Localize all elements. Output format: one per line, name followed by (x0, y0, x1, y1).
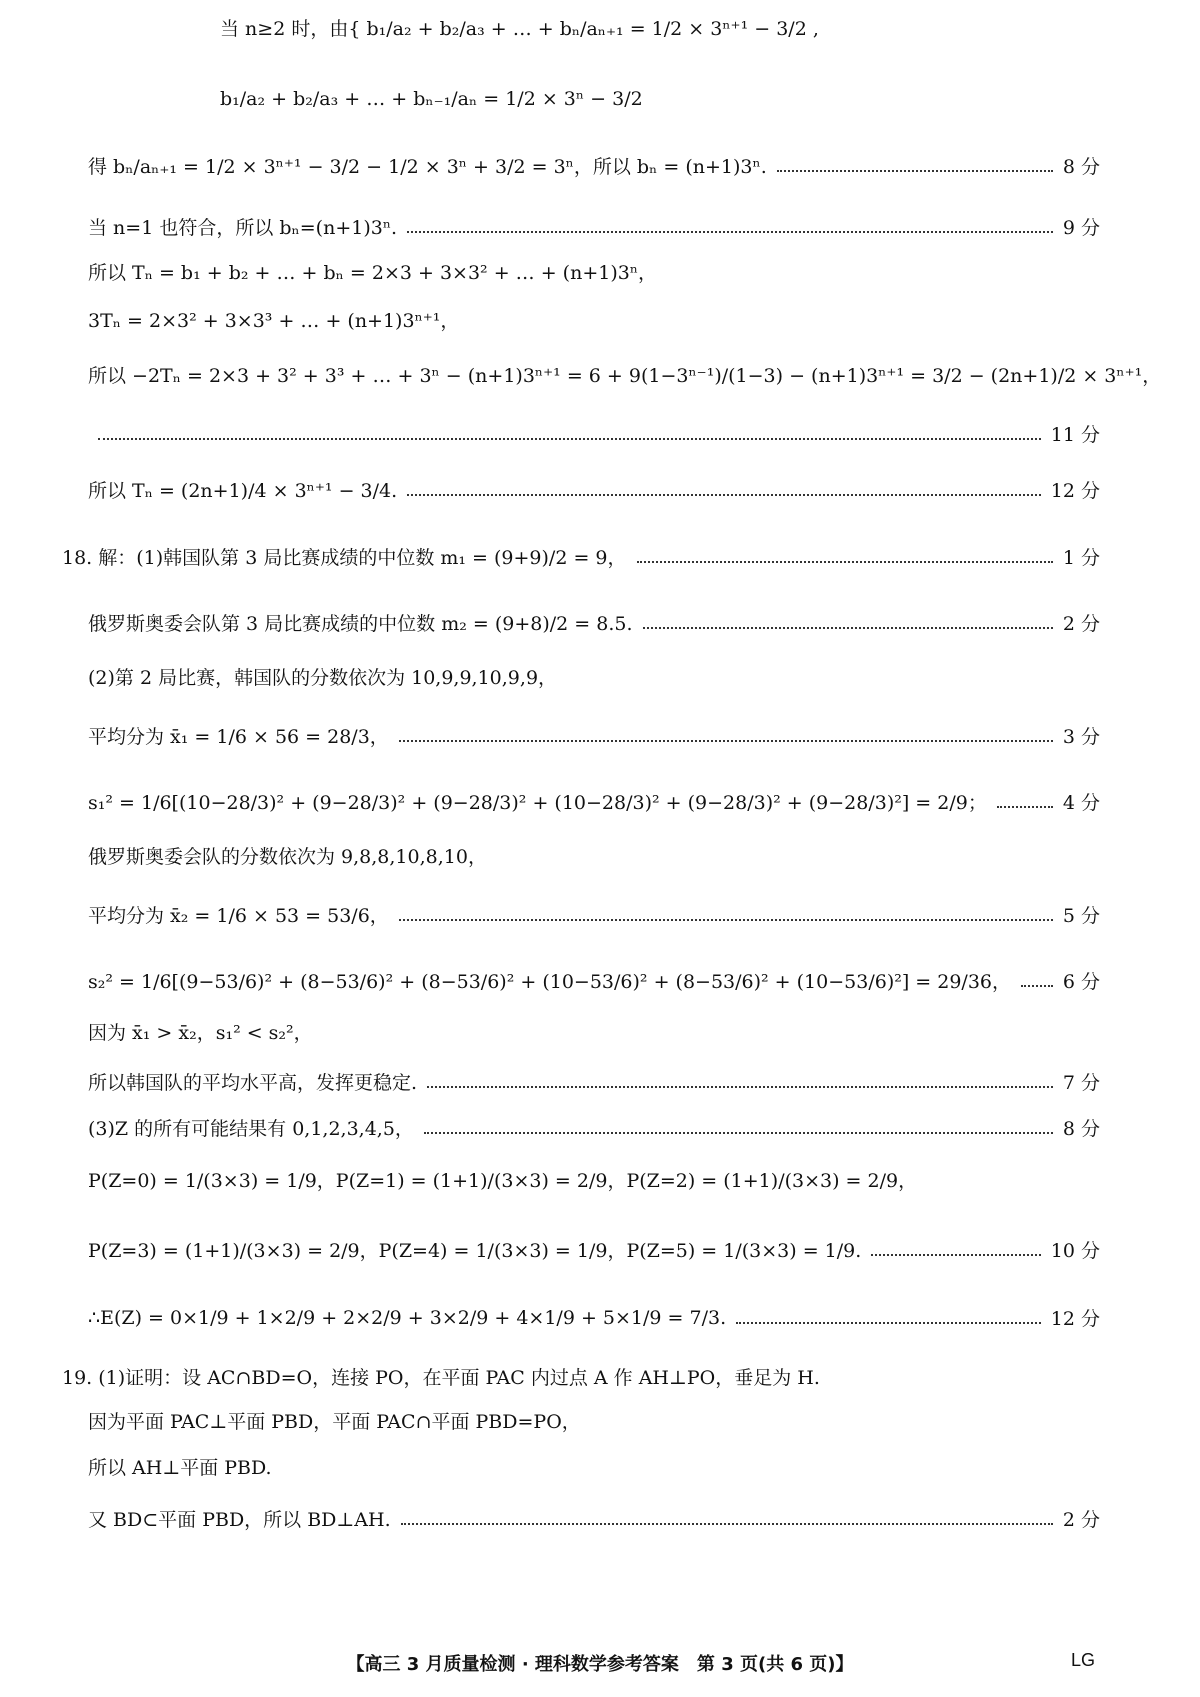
leader-dots (424, 1132, 1053, 1134)
score-points: 10 分 (1050, 1240, 1100, 1262)
solution-line: 所以 AH⊥平面 PBD. (88, 1457, 272, 1479)
leader-dots (399, 919, 1053, 921)
solution-line: 俄罗斯奥委会队第 3 局比赛成绩的中位数 m₂ = (9+8)/2 = 8.5. 2 分 (88, 609, 1100, 636)
score-points: 2 分 (1062, 613, 1100, 635)
solution-line: (3)Z 的所有可能结果有 0,1,2,3,4,5， 8 分 (88, 1114, 1100, 1141)
leader-dots (399, 740, 1053, 742)
solution-line: 所以 −2Tₙ = 2×3 + 3² + 3³ + … + 3ⁿ − (n+1)3ⁿ⁺¹ = 6 + 9(1−3ⁿ⁻¹)/(1−3) − (n+1)3ⁿ⁺¹ = 3/2 − (2n+1)/2 × 3ⁿ⁺¹， (88, 365, 1162, 387)
solution-line: 平均分为 x̄₁ = 1/6 × 56 = 28/3， 3 分 (88, 722, 1100, 749)
solution-line: (2)第 2 局比赛，韩国队的分数依次为 10,9,9,10,9,9， (88, 667, 558, 689)
footer-code: LG (1070, 1650, 1095, 1670)
score-points: 5 分 (1062, 905, 1100, 927)
leader-dots (427, 1086, 1053, 1088)
leader-dots (997, 806, 1053, 808)
score-points: 2 分 (1062, 1509, 1100, 1531)
leader-dots (1021, 985, 1053, 987)
solution-line: 又 BD⊂平面 PBD，所以 BD⊥AH. 2 分 (88, 1505, 1100, 1532)
leader-dots (98, 438, 1041, 440)
solution-line: P(Z=0) = 1/(3×3) = 1/9，P(Z=1) = (1+1)/(3×3) = 2/9，P(Z=2) = (1+1)/(3×3) = 2/9， (88, 1170, 918, 1192)
solution-line: P(Z=3) = (1+1)/(3×3) = 2/9，P(Z=4) = 1/(3×3) = 1/9，P(Z=5) = 1/(3×3) = 1/9. 10 分 (88, 1236, 1100, 1263)
leader-dots (637, 561, 1053, 563)
solution-line: 18. 解：(1)韩国队第 3 局比赛成绩的中位数 m₁ = (9+9)/2 = 9， 1 分 (62, 543, 1100, 570)
solution-line: 得 bₙ/aₙ₊₁ = 1/2 × 3ⁿ⁺¹ − 3/2 − 1/2 × 3ⁿ + 3/2 = 3ⁿ，所以 bₙ = (n+1)3ⁿ. 8 分 (88, 152, 1100, 179)
solution-line: 俄罗斯奥委会队的分数依次为 9,8,8,10,8,10， (88, 846, 487, 868)
page-footer: 【高三 3 月质量检测 · 理科数学参考答案 第 3 页(共 6 页)】 (346, 1654, 854, 1675)
score-points: 8 分 (1062, 156, 1100, 178)
solution-line (88, 420, 1100, 447)
leader-dots (871, 1254, 1040, 1256)
solution-line: 因为平面 PAC⊥平面 PBD，平面 PAC∩平面 PBD=PO， (88, 1411, 581, 1433)
score-points: 9 分 (1062, 217, 1100, 239)
leader-dots (407, 494, 1041, 496)
solution-line: 因为 x̄₁ > x̄₂，s₁² < s₂²， (88, 1022, 313, 1044)
solution-line: 3Tₙ = 2×3² + 3×3³ + … + (n+1)3ⁿ⁺¹， (88, 310, 460, 332)
leader-dots (643, 627, 1053, 629)
solution-line: 所以韩国队的平均水平高，发挥更稳定. 7 分 (88, 1068, 1100, 1095)
score-points: 3 分 (1062, 726, 1100, 748)
solution-line: s₂² = 1/6[(9−53/6)² + (8−53/6)² + (8−53/6)² + (10−53/6)² + (8−53/6)² + (10−53/6)²] = 29/36， 6 分 (88, 967, 1100, 994)
system-equation-2: b₁/a₂ + b₂/a₃ + … + bₙ₋₁/aₙ = 1/2 × 3ⁿ − 3/2 (220, 88, 643, 110)
score-points: 12 分 (1050, 480, 1100, 502)
score-points: 4 分 (1062, 792, 1100, 814)
leader-dots (736, 1322, 1041, 1324)
solution-line: ∴E(Z) = 0×1/9 + 1×2/9 + 2×2/9 + 3×2/9 + 4×1/9 + 5×1/9 = 7/3. 12 分 (88, 1304, 1100, 1331)
leader-dots (407, 231, 1053, 233)
score-points: 8 分 (1062, 1118, 1100, 1140)
score-points: 7 分 (1062, 1072, 1100, 1094)
score-points: 12 分 (1050, 1308, 1100, 1330)
solution-line: 所以 Tₙ = (2n+1)/4 × 3ⁿ⁺¹ − 3/4. 12 分 (88, 476, 1100, 503)
score-points: 11 分 (1050, 424, 1100, 446)
solution-line: 19. (1)证明：设 AC∩BD=O，连接 PO，在平面 PAC 内过点 A 作 AH⊥PO，垂足为 H. (62, 1367, 820, 1389)
solution-line: 平均分为 x̄₂ = 1/6 × 53 = 53/6， 5 分 (88, 901, 1100, 928)
system-equation-1: 当 n≥2 时，由{ b₁/a₂ + b₂/a₃ + … + bₙ/aₙ₊₁ = 1/2 × 3ⁿ⁺¹ − 3/2 , (220, 18, 819, 40)
leader-dots (777, 170, 1053, 172)
score-points: 1 分 (1062, 547, 1100, 569)
solution-line: 所以 Tₙ = b₁ + b₂ + … + bₙ = 2×3 + 3×3² + … + (n+1)3ⁿ， (88, 262, 658, 284)
score-points: 6 分 (1062, 971, 1100, 993)
solution-line: 当 n=1 也符合，所以 bₙ=(n+1)3ⁿ. 9 分 (88, 213, 1100, 240)
solution-line: s₁² = 1/6[(10−28/3)² + (9−28/3)² + (9−28/3)² + (10−28/3)² + (9−28/3)² + (9−28/3)²] = 2/9； 4 分 (88, 788, 1100, 815)
leader-dots (401, 1523, 1053, 1525)
